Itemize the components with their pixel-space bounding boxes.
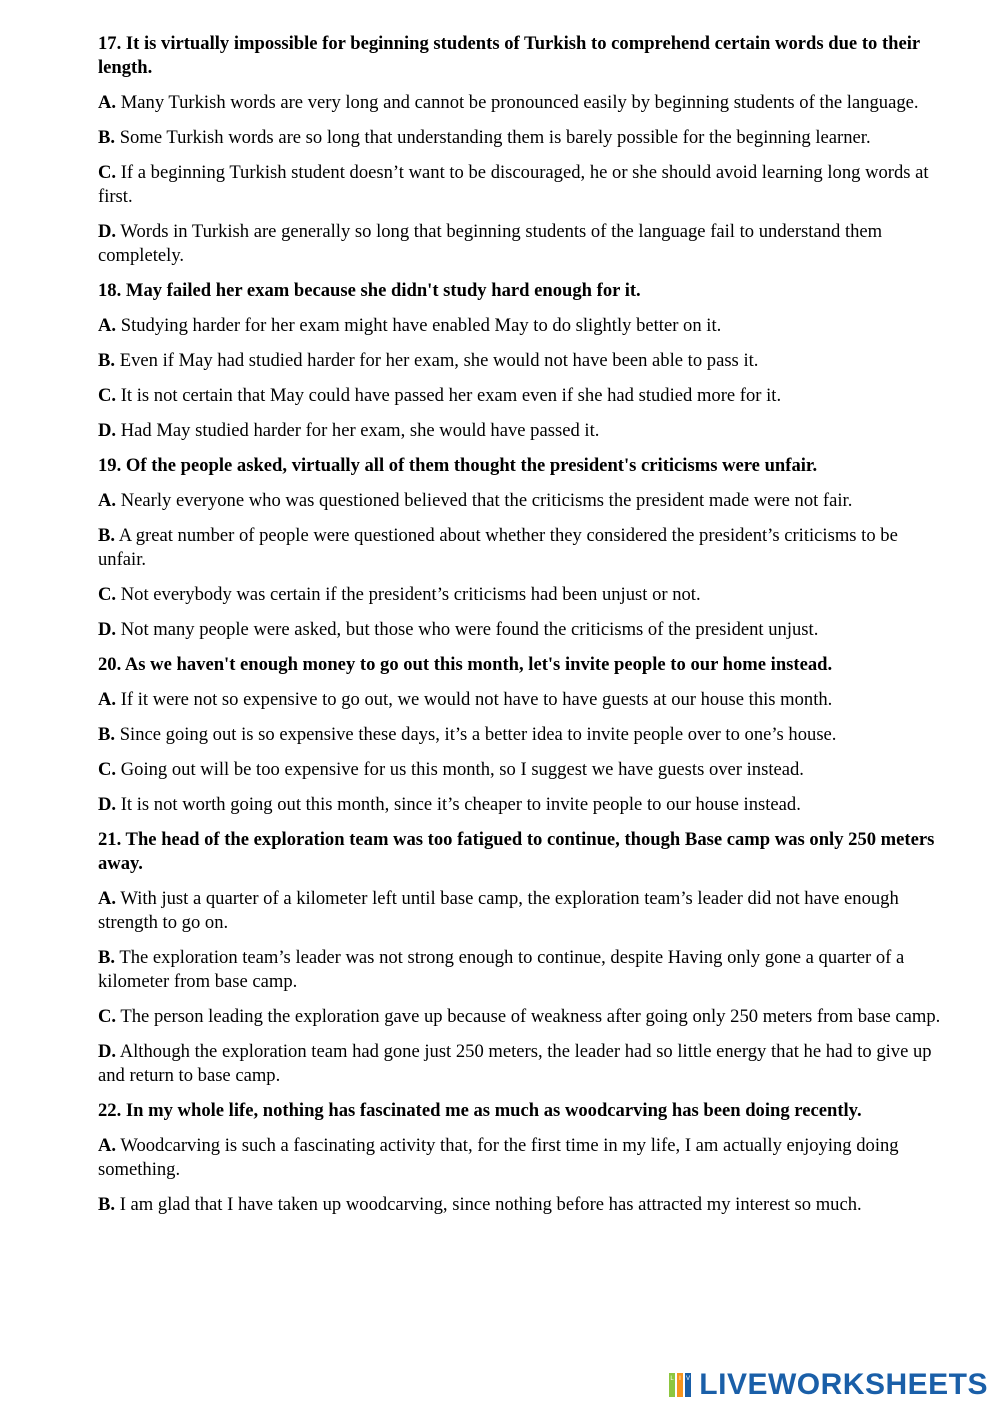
question-17-prompt: 17. It is virtually impossible for beginning students of Turkish to comprehend certain words due to their length. [98,33,920,78]
liveworksheets-logo-icon [669,1371,693,1399]
option-text: Woodcarving is such a fascinating activity that, for the first time in my life, I am actually enjoying doing something. [98,1135,899,1180]
question-20-option-b[interactable] [98,723,948,747]
question-21-option-b[interactable] [98,946,948,994]
option-letter: D. [98,221,117,242]
question-19-option-a[interactable] [98,489,948,513]
option-letter: D. [98,619,117,640]
liveworksheets-logo [669,1365,988,1405]
option-text: Since going out is so expensive these days, it’s a better idea to invite people over to one’s house. [119,724,837,745]
question-21-option-d[interactable] [98,1040,948,1088]
option-letter: A. [98,1135,117,1156]
option-text: Had May studied harder for her exam, she would have passed it. [120,420,600,441]
option-letter: A. [98,490,117,511]
option-letter: B. [98,350,116,371]
option-text: Many Turkish words are very long and cannot be pronounced easily by beginning students of the language. [120,92,919,113]
question-19-prompt: 19. Of the people asked, virtually all of them thought the president's criticisms were unfair. [98,455,818,476]
option-text: Not many people were asked, but those who were found the criticisms of the president unjust. [120,619,819,640]
question-18-prompt: 18. May failed her exam because she didn't study hard enough for it. [98,280,641,301]
option-letter: C. [98,385,117,406]
option-letter: D. [98,794,117,815]
liveworksheets-logo-text: LIVEWORKSHEETS [699,1368,988,1401]
question-20-option-a[interactable] [98,688,948,712]
question-22-option-b[interactable] [98,1193,948,1217]
option-text: The person leading the exploration gave up because of weakness after going only 250 meters from base camp. [120,1006,941,1027]
question-18-option-c[interactable] [98,384,948,408]
option-letter: A. [98,689,117,710]
option-letter: A. [98,315,117,336]
option-text: Going out will be too expensive for us this month, so I suggest we have guests over instead. [120,759,804,780]
option-letter: A. [98,888,117,909]
question-21-option-c[interactable] [98,1005,948,1029]
question-17-option-b[interactable] [98,126,948,150]
svg-text:L: L [670,1376,674,1382]
option-letter: B. [98,1194,116,1215]
option-text: I am glad that I have taken up woodcarving, since nothing before has attracted my interest so much. [119,1194,862,1215]
option-text: If a beginning Turkish student doesn’t want to be discouraged, he or she should avoid learning long words at first. [98,162,929,207]
option-text: Not everybody was certain if the president’s criticisms had been unjust or not. [120,584,701,605]
option-text: Studying harder for her exam might have enabled May to do slightly better on it. [120,315,722,336]
question-17-option-c[interactable] [98,161,948,209]
option-letter: C. [98,1006,117,1027]
question-19-option-b[interactable] [98,524,948,572]
option-text: Even if May had studied harder for her exam, she would not have been able to pass it. [119,350,759,371]
option-letter: B. [98,724,116,745]
option-letter: C. [98,162,117,183]
question-19-option-c[interactable] [98,583,948,607]
option-text: Nearly everyone who was questioned believed that the criticisms the president made were not fair. [120,490,853,511]
question-20-option-d[interactable] [98,793,948,817]
option-text: Words in Turkish are generally so long that beginning students of the language fail to understand them completely. [98,221,883,266]
question-18-option-d[interactable] [98,419,948,443]
question-21-option-a[interactable] [98,887,948,935]
question-19-option-d[interactable] [98,618,948,642]
option-text: Some Turkish words are so long that understanding them is barely possible for the beginning learner. [119,127,871,148]
option-letter: D. [98,1041,117,1062]
question-20-prompt: 20. As we haven't enough money to go out this month, let's invite people to our home instead. [98,654,833,675]
option-letter: A. [98,92,117,113]
option-text: Although the exploration team had gone just 250 meters, the leader had so little energy that he had to give up and return to base camp. [98,1041,932,1086]
worksheet-page [98,32,948,1228]
question-21-prompt: 21. The head of the exploration team was too fatigued to continue, though Base camp was only 250 meters away. [98,829,935,874]
question-17-option-a[interactable] [98,91,948,115]
option-text: The exploration team’s leader was not strong enough to continue, despite Having only gone a quarter of a kilometer from base camp. [98,947,905,992]
option-text: It is not worth going out this month, since it’s cheaper to invite people to our house instead. [120,794,801,815]
option-text: With just a quarter of a kilometer left until base camp, the exploration team’s leader did not have enough strength to go on. [98,888,899,933]
option-letter: B. [98,947,116,968]
option-text: If it were not so expensive to go out, we would not have to have guests at our house this month. [120,689,833,710]
question-18-option-b[interactable] [98,349,948,373]
option-text: A great number of people were questioned about whether they considered the president’s criticisms to be unfair. [98,525,898,570]
question-20-option-c[interactable] [98,758,948,782]
option-letter: D. [98,420,117,441]
question-22-option-a[interactable] [98,1134,948,1182]
option-letter: B. [98,127,116,148]
option-text: It is not certain that May could have passed her exam even if she had studied more for it. [120,385,782,406]
svg-text:I: I [679,1376,682,1382]
question-22-prompt: 22. In my whole life, nothing has fascinated me as much as woodcarving has been doing recently. [98,1100,862,1121]
option-letter: C. [98,759,117,780]
svg-text:V: V [686,1376,691,1382]
question-17-option-d[interactable] [98,220,948,268]
option-letter: B. [98,525,116,546]
option-letter: C. [98,584,117,605]
question-18-option-a[interactable] [98,314,948,338]
